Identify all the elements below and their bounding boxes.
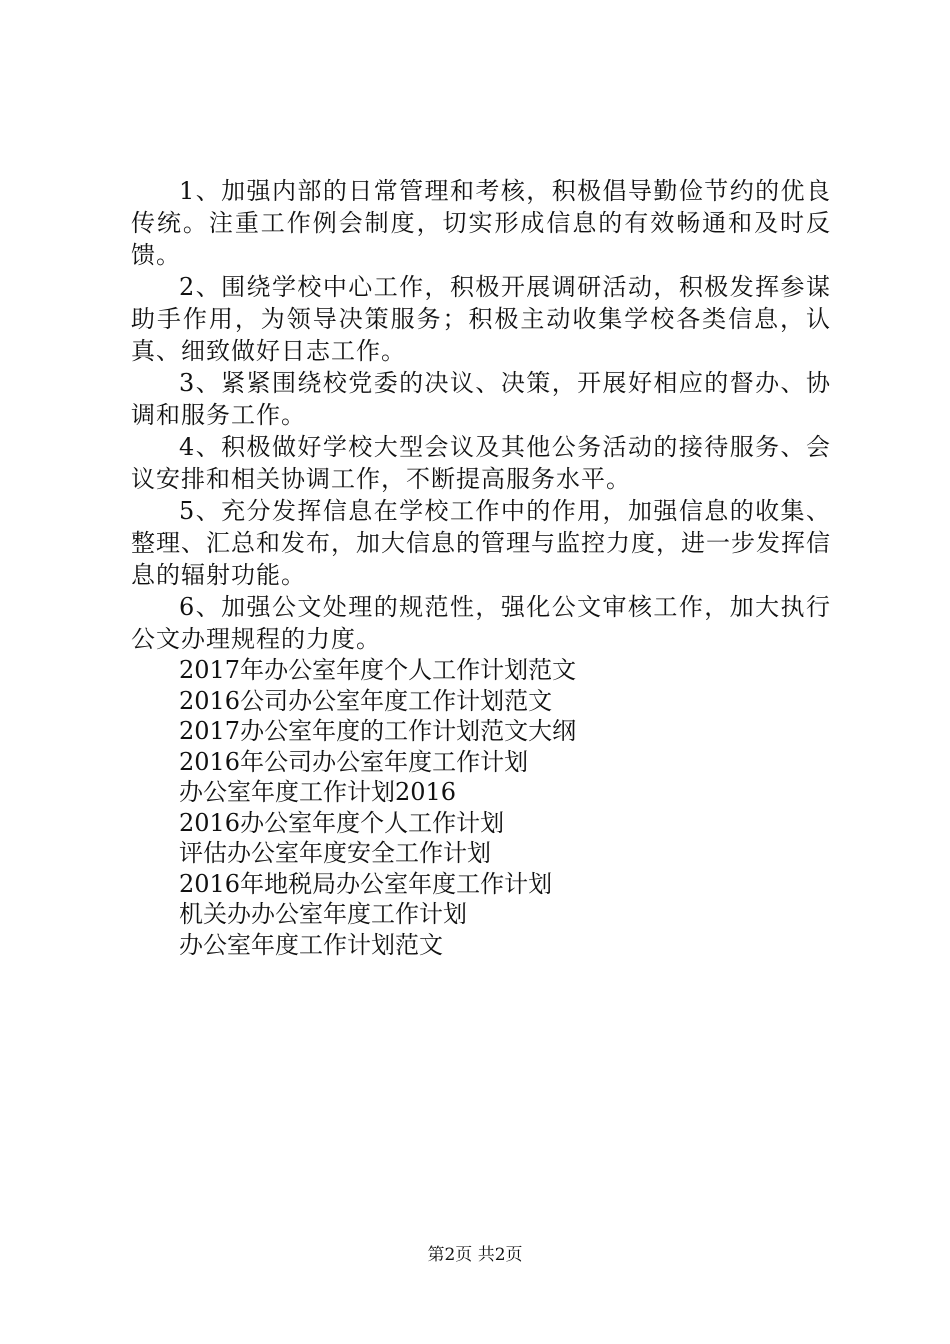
page-number-footer: 第2页 共2页 xyxy=(427,1245,523,1265)
related-link[interactable]: 2017办公室年度的工作计划范文大纲 xyxy=(179,717,577,745)
related-link[interactable]: 2016年地税局办公室年度工作计划 xyxy=(179,869,553,898)
related-link[interactable]: 2016办公室年度个人工作计划 xyxy=(179,808,505,837)
paragraph-3: 3、紧紧围绕校党委的决议、决策，开展好相应的督办、协调和服务工作。 xyxy=(131,369,831,429)
related-link[interactable]: 机关办办公室年度工作计划 xyxy=(179,900,467,928)
document-body xyxy=(131,175,831,960)
related-links-list xyxy=(131,655,831,960)
related-link[interactable]: 评估办公室年度安全工作计划 xyxy=(179,839,491,867)
related-link[interactable]: 2017年办公室年度个人工作计划范文 xyxy=(179,656,577,684)
paragraph-5: 5、充分发挥信息在学校工作中的作用，加强信息的收集、整理、汇总和发布，加大信息的管理与监控力度，进一步发挥信息的辐射功能。 xyxy=(131,497,831,589)
paragraph-6: 6、加强公文处理的规范性，强化公文审核工作，加大执行公文办理规程的力度。 xyxy=(131,593,831,653)
related-link[interactable]: 办公室年度工作计划范文 xyxy=(179,930,443,959)
paragraph-2: 2、围绕学校中心工作，积极开展调研活动，积极发挥参谋助手作用，为领导决策服务；积极主动收集学校各类信息，认真、细致做好日志工作。 xyxy=(131,273,831,365)
paragraph-1: 1、加强内部的日常管理和考核，积极倡导勤俭节约的优良传统。注重工作例会制度，切实形成信息的有效畅通和及时反馈。 xyxy=(131,177,831,269)
related-link[interactable]: 办公室年度工作计划2016 xyxy=(179,778,457,806)
related-link[interactable]: 2016公司办公室年度工作计划范文 xyxy=(179,686,553,715)
paragraph-4: 4、积极做好学校大型会议及其他公务活动的接待服务、会议安排和相关协调工作，不断提高服务水平。 xyxy=(131,433,831,493)
related-link[interactable]: 2016年公司办公室年度工作计划 xyxy=(179,747,529,776)
